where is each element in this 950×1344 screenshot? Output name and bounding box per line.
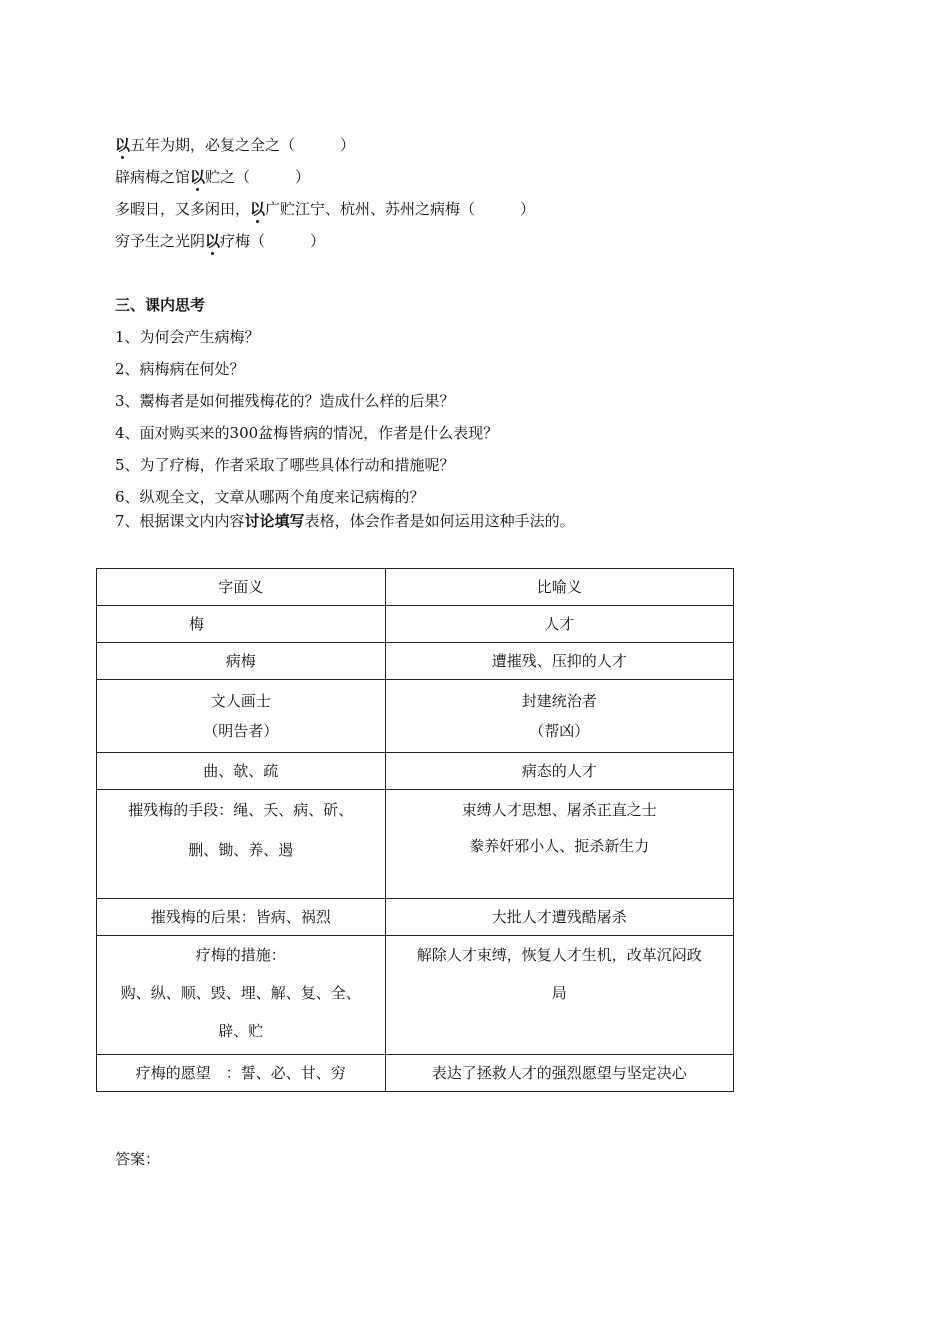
exercise-line-1: 以五年为期，必复之全之（ ） [115,136,356,154]
header-literal: 字面义 [97,569,386,606]
cell-literal: 文人画士 （明告者） [97,680,386,753]
answer-label: 答案： [115,1150,161,1168]
cell-metaphorical: 封建统治者 （帮凶） [385,680,733,753]
cell-metaphorical: 大批人才遭残酷屠杀 [385,899,733,936]
table-row [97,606,734,643]
table-row [97,936,734,1055]
question-1: 1、为何会产生病梅？ [115,328,260,346]
cell-metaphorical: 解除人才束缚，恢复人才生机，改革沉闷政 局 [385,936,733,1055]
cell-literal: 摧残梅的手段：绳、夭、病、斫、 删、锄、养、遏 [97,790,386,899]
metaphor-table [96,568,734,1092]
emphasized-char: 以 [250,200,266,218]
question-7: 7、根据课文内内容讨论填写表格，体会作者是如何运用这种手法的。 [115,512,575,530]
exercise-line-4: 穷予生之光阴以疗梅（ ） [115,232,326,250]
cell-metaphorical: 束缚人才思想、屠杀正直之士 豢养奸邪小人、扼杀新生力 [385,790,733,899]
cell-literal: 病梅 [97,643,386,680]
exercise-line-3: 多暇日，又多闲田，以广贮江宁、杭州、苏州之病梅（ ） [115,200,536,218]
question-6: 6、纵观全文，文章从哪两个角度来记病梅的？ [115,488,425,506]
table-row [97,790,734,899]
table-header-row [97,569,734,606]
cell-literal: 梅 [97,606,386,643]
table-row [97,643,734,680]
cell-literal: 疗梅的愿望 ：誓、必、甘、穷 [97,1055,386,1092]
table-row [97,753,734,790]
question-5: 5、为了疗梅，作者采取了哪些具体行动和措施呢？ [115,456,455,474]
cell-literal: 曲、欹、疏 [97,753,386,790]
cell-literal: 摧残梅的后果：皆病、祸烈 [97,899,386,936]
section-title: 三、课内思考 [115,296,206,314]
table-row [97,680,734,753]
exercise-line-2: 辟病梅之馆以贮之（ ） [115,168,311,186]
cell-metaphorical: 人才 [385,606,733,643]
table-row [97,1055,734,1092]
cell-metaphorical: 病态的人才 [385,753,733,790]
emphasized-char: 以 [190,168,206,186]
question-4: 4、面对购买来的300盆梅皆病的情况，作者是什么表现？ [115,424,499,442]
question-3: 3、鬻梅者是如何摧残梅花的？造成什么样的后果？ [115,392,455,410]
table-row [97,899,734,936]
question-2: 2、病梅病在何处？ [115,360,245,378]
header-metaphorical: 比喻义 [385,569,733,606]
emphasized-char: 以 [115,136,131,154]
emphasized-char: 以 [205,232,221,250]
cell-metaphorical: 遭摧残、压抑的人才 [385,643,733,680]
cell-metaphorical: 表达了拯救人才的强烈愿望与坚定决心 [385,1055,733,1092]
cell-literal: 疗梅的措施： 购、纵、顺、毁、埋、解、复、全、 辟、贮 [97,936,386,1055]
